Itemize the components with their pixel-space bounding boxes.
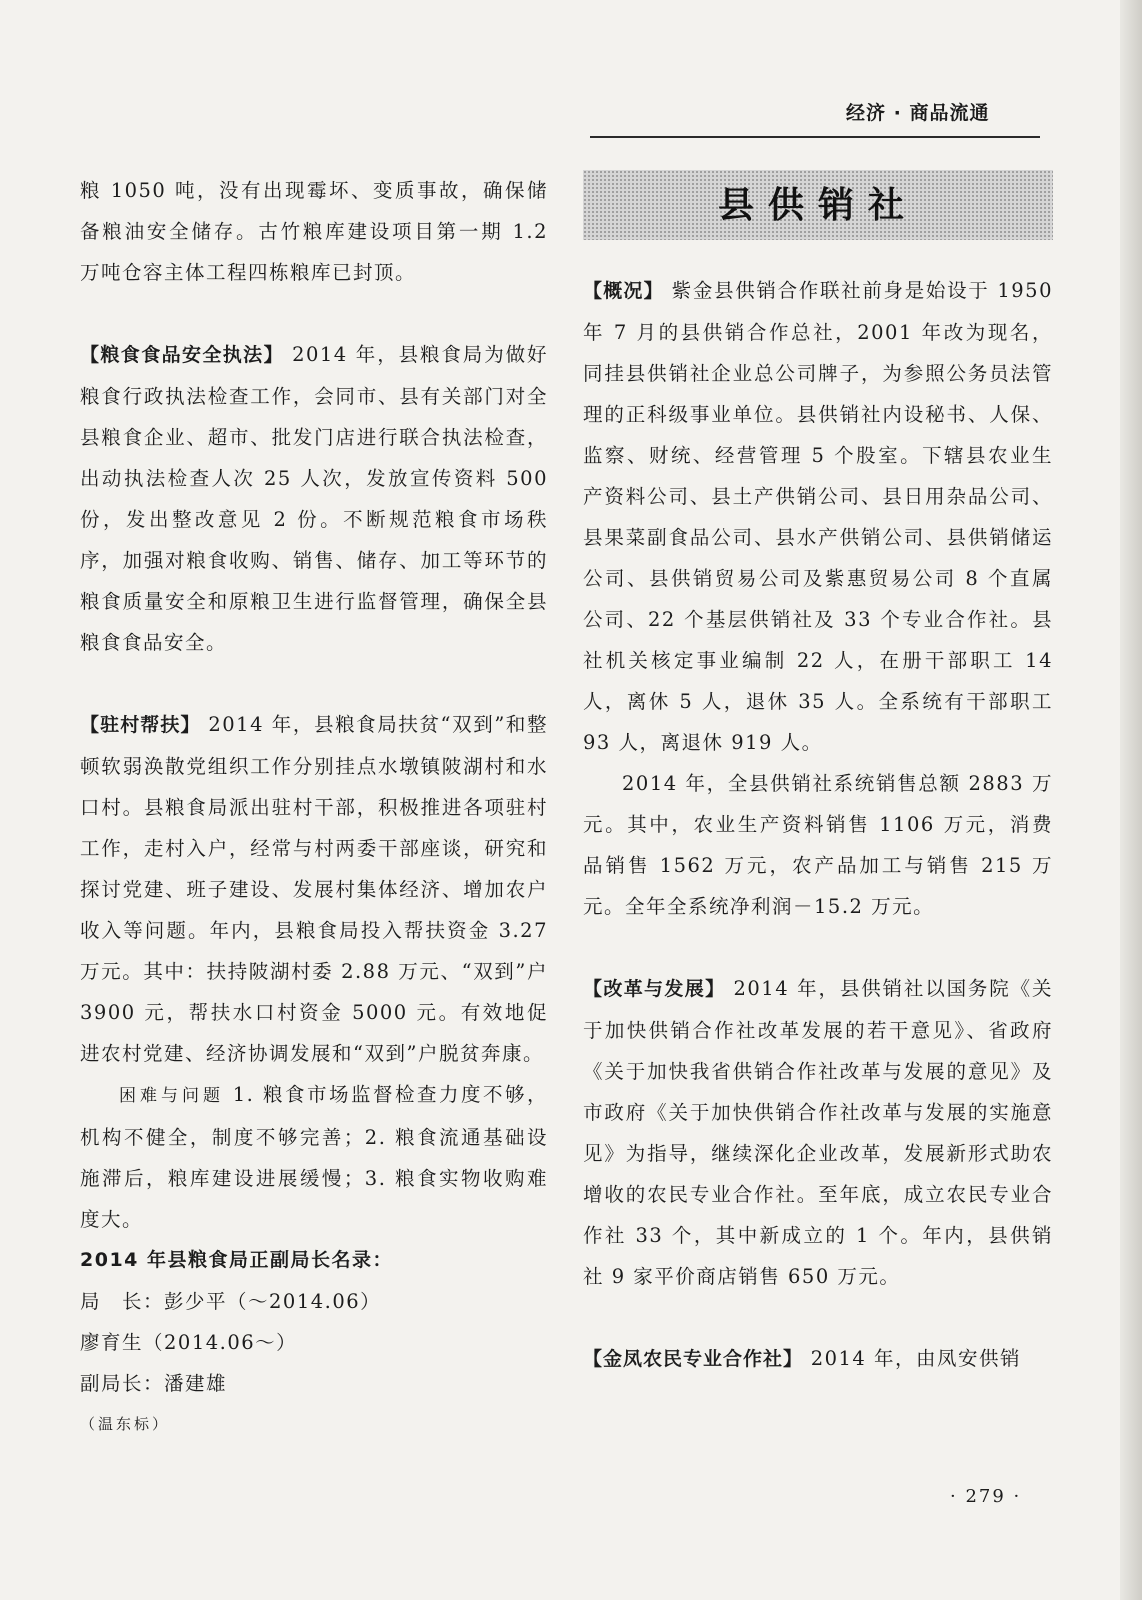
overview-text: 紫金县供销合作联社前身是始设于 1950 年 7 月的县供销合作总社，2001 年改为现名，同挂县供销社企业总公司牌子，为参照公务员法管理的正科级事业单位。县供销社内设秘书、人保、监察、财统、经营管理 5 个股室。下辖县农业生产资料公司、县土产供销公司、县日用杂品公司、县果菜副食品公司、县水产供销公司、县供销储运公司、县供销贸易公司及紫惠贸易公司 8 个直属公司、22 个基层供销社及 33 个专业合作社。县社机关核定事业编制 22 人，在册干部职工 14 人，离休 5 人，退休 35 人。全系统有干部职工 93 人，离退休 919 人。 <box>583 279 1053 754</box>
left-column <box>80 170 548 1445</box>
reform-paragraph <box>583 968 1053 1297</box>
author-credit: （温东标） <box>80 1415 171 1433</box>
section-title: 县供销社 <box>717 184 918 226</box>
village-aid-paragraph <box>80 704 548 1074</box>
reform-text: 2014 年，县供销社以国务院《关于加快供销合作社改革发展的若干意见》、省政府《关于加快我省供销合作社改革与发展的意见》及市政府《关于加快供销合作社改革与发展的实施意见》为指导，继续深化企业改革，发展新形式助农增收的农民专业合作社。至年底，成立农民专业合作社 33 个，其中新成立的 1 个。年内，县供销社 9 家平价商店销售 650 万元。 <box>583 977 1053 1288</box>
jinfeng-paragraph <box>583 1338 1053 1380</box>
scan-edge <box>1120 0 1142 1600</box>
sales-paragraph: 2014 年，全县供销社系统销售总额 2883 万元。其中，农业生产资料销售 1106 万元，消费品销售 1562 万元，农产品加工与销售 215 万元。全年全系统净利润－15.2 万元。 <box>583 772 1053 918</box>
section-header: 经济 · 商品流通 <box>846 102 990 124</box>
director-line-2: 廖育生（2014.06～） <box>80 1331 298 1354</box>
officials-title: 2014 年县粮食局正副局长名录： <box>80 1249 393 1271</box>
overview-paragraph <box>583 270 1053 763</box>
village-aid-text: 2014 年，县粮食局扶贫“双到”和整顿软弱涣散党组织工作分别挂点水墩镇陂湖村和水口村。县粮食局派出驻村干部，积极推进各项驻村工作，走村入户，经常与村两委干部座谈，研究和探讨党建、班子建设、发展村集体经济、增加农户收入等问题。年内，县粮食局投入帮扶资金 3.27 万元。其中：扶持陂湖村委 2.88 万元、“双到”户 3900 元，帮扶水口村资金 5000 元。有效地促进农村党建、经济协调发展和“双到”户脱贫奔康。 <box>80 713 548 1065</box>
food-safety-tag: 【粮食食品安全执法】 <box>80 344 284 366</box>
reform-tag: 【改革与发展】 <box>583 978 726 1000</box>
section-title-box <box>583 170 1053 240</box>
food-safety-paragraph <box>80 334 548 663</box>
jinfeng-text: 2014 年，由凤安供销 <box>803 1347 1022 1370</box>
overview-tag: 【概况】 <box>583 280 664 302</box>
director-line-1: 局 长：彭少平（～2014.06） <box>80 1290 382 1313</box>
page-number: · 279 · <box>950 1486 1022 1507</box>
village-aid-tag: 【驻村帮扶】 <box>80 714 201 736</box>
problems-paragraph <box>80 1074 548 1240</box>
food-safety-text: 2014 年，县粮食局为做好粮食行政执法检查工作，会同市、县有关部门对全县粮食企业、超市、批发门店进行联合执法检查，出动执法检查人次 25 人次，发放宣传资料 500 份，发出整改意见 2 份。不断规范粮食市场秩序，加强对粮食收购、销售、储存、加工等环节的粮食质量安全和原粮卫生进行监督管理，确保全县粮食食品安全。 <box>80 343 548 654</box>
right-column <box>583 170 1053 1380</box>
intro-paragraph: 粮 1050 吨，没有出现霉坏、变质事故，确保储备粮油安全储存。古竹粮库建设项目第一期 1.2 万吨仓容主体工程四栋粮库已封顶。 <box>80 179 548 284</box>
jinfeng-tag: 【金凤农民专业合作社】 <box>583 1348 804 1370</box>
header-rule <box>590 136 1040 138</box>
deputy-director-line: 副局长：潘建雄 <box>80 1372 228 1395</box>
problems-text: 1. 粮食市场监督检查力度不够，机构不健全，制度不够完善；2. 粮食流通基础设施滞后，粮库建设进展缓慢；3. 粮食实物收购难度大。 <box>80 1083 548 1231</box>
problems-heading: 困难与问题 <box>119 1086 224 1106</box>
